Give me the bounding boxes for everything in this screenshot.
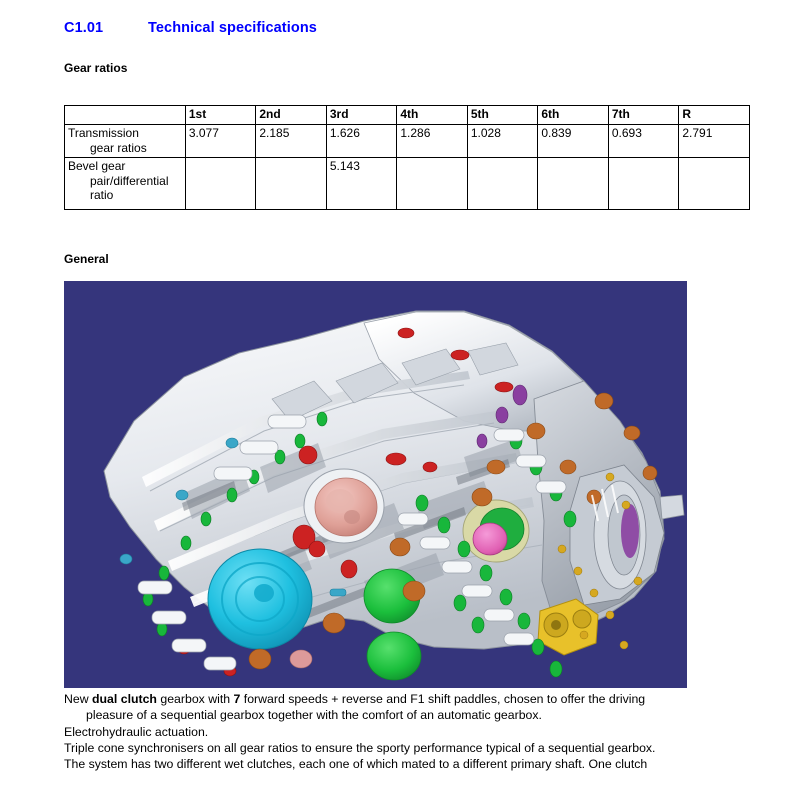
- text-frag: forward speeds + reverse and F1 shift paddles, chosen to offer the driving: [240, 692, 646, 706]
- description-line-2: pleasure of a sequential gearbox together with the comfort of an automatic gearbox.: [86, 708, 542, 723]
- description-line-1: [64, 691, 764, 707]
- section-number: C1.01: [64, 20, 104, 36]
- row-label-transmission-gear-ratios: [65, 125, 186, 158]
- description-line-4: Triple cone synchronisers on all gear ratios to ensure the sporty performance typical of a sequential gearbox.: [64, 740, 656, 755]
- row-label-bevel-gear-ratio: [65, 158, 186, 210]
- table-col-header-2nd: 2nd: [256, 106, 327, 125]
- cell-bevel-r: [679, 158, 750, 210]
- description-line-5: The system has two different wet clutches, each one of which mated to a different primary shaft. One clutch: [64, 757, 648, 772]
- text-frag: gearbox with: [156, 692, 234, 706]
- row-label-line2: gear ratios: [90, 140, 147, 155]
- cell-transmission-2nd: 2.185: [256, 125, 327, 158]
- table-row: [65, 125, 750, 158]
- side-mounting-lug: [660, 495, 684, 519]
- table-col-header-7th: 7th: [608, 106, 679, 125]
- table-col-header-blank: [65, 106, 186, 125]
- synchroniser-green-lower: [367, 632, 421, 680]
- subheading-gear-ratios: Gear ratios: [64, 61, 128, 75]
- table-header-row: [65, 106, 750, 125]
- section-title: Technical specifications: [148, 20, 317, 36]
- row-label-line3: ratio: [90, 188, 114, 202]
- table-row: [65, 158, 750, 210]
- table-col-header-r: R: [679, 106, 750, 125]
- table-col-header-3rd: 3rd: [326, 106, 397, 125]
- table-col-header-6th: 6th: [538, 106, 609, 125]
- table-col-header-1st: 1st: [185, 106, 256, 125]
- cell-bevel-7th: [608, 158, 679, 210]
- cell-transmission-4th: 1.286: [397, 125, 468, 158]
- text-bold-dual-clutch: dual clutch: [92, 692, 157, 706]
- cell-transmission-3rd: 1.626: [326, 125, 397, 158]
- dual-clutch-gearbox-illustration: [64, 281, 687, 688]
- text-bold-seven: 7: [233, 692, 241, 706]
- text-frag: New: [64, 692, 93, 706]
- actuator-cluster: [463, 500, 529, 562]
- cell-bevel-5th: [467, 158, 538, 210]
- bearing-cup-pink: [304, 469, 384, 543]
- description-line-3: Electrohydraulic actuation.: [64, 724, 209, 739]
- gearbox-render: [64, 281, 687, 688]
- cell-bevel-2nd: [256, 158, 327, 210]
- cell-bevel-3rd: 5.143: [326, 158, 397, 210]
- table-col-header-5th: 5th: [467, 106, 538, 125]
- row-label-line2: pair/differential: [90, 173, 169, 188]
- description-text: [64, 691, 764, 772]
- table-col-header-4th: 4th: [397, 106, 468, 125]
- cell-transmission-7th: 0.693: [608, 125, 679, 158]
- cell-transmission-1st: 3.077: [185, 125, 256, 158]
- cell-transmission-5th: 1.028: [467, 125, 538, 158]
- cell-bevel-6th: [538, 158, 609, 210]
- row-label-line1: Transmission: [68, 126, 139, 140]
- cell-transmission-r: 2.791: [679, 125, 750, 158]
- cell-bevel-4th: [397, 158, 468, 210]
- subheading-general: General: [64, 252, 109, 266]
- row-label-line1: Bevel gear: [68, 159, 126, 173]
- output-shaft-purple-accent: [621, 504, 639, 558]
- cell-transmission-6th: 0.839: [538, 125, 609, 158]
- page-title: [64, 20, 317, 36]
- gear-ratios-table: [64, 105, 750, 210]
- clutch-disc-cyan: [208, 549, 312, 649]
- cell-bevel-1st: [185, 158, 256, 210]
